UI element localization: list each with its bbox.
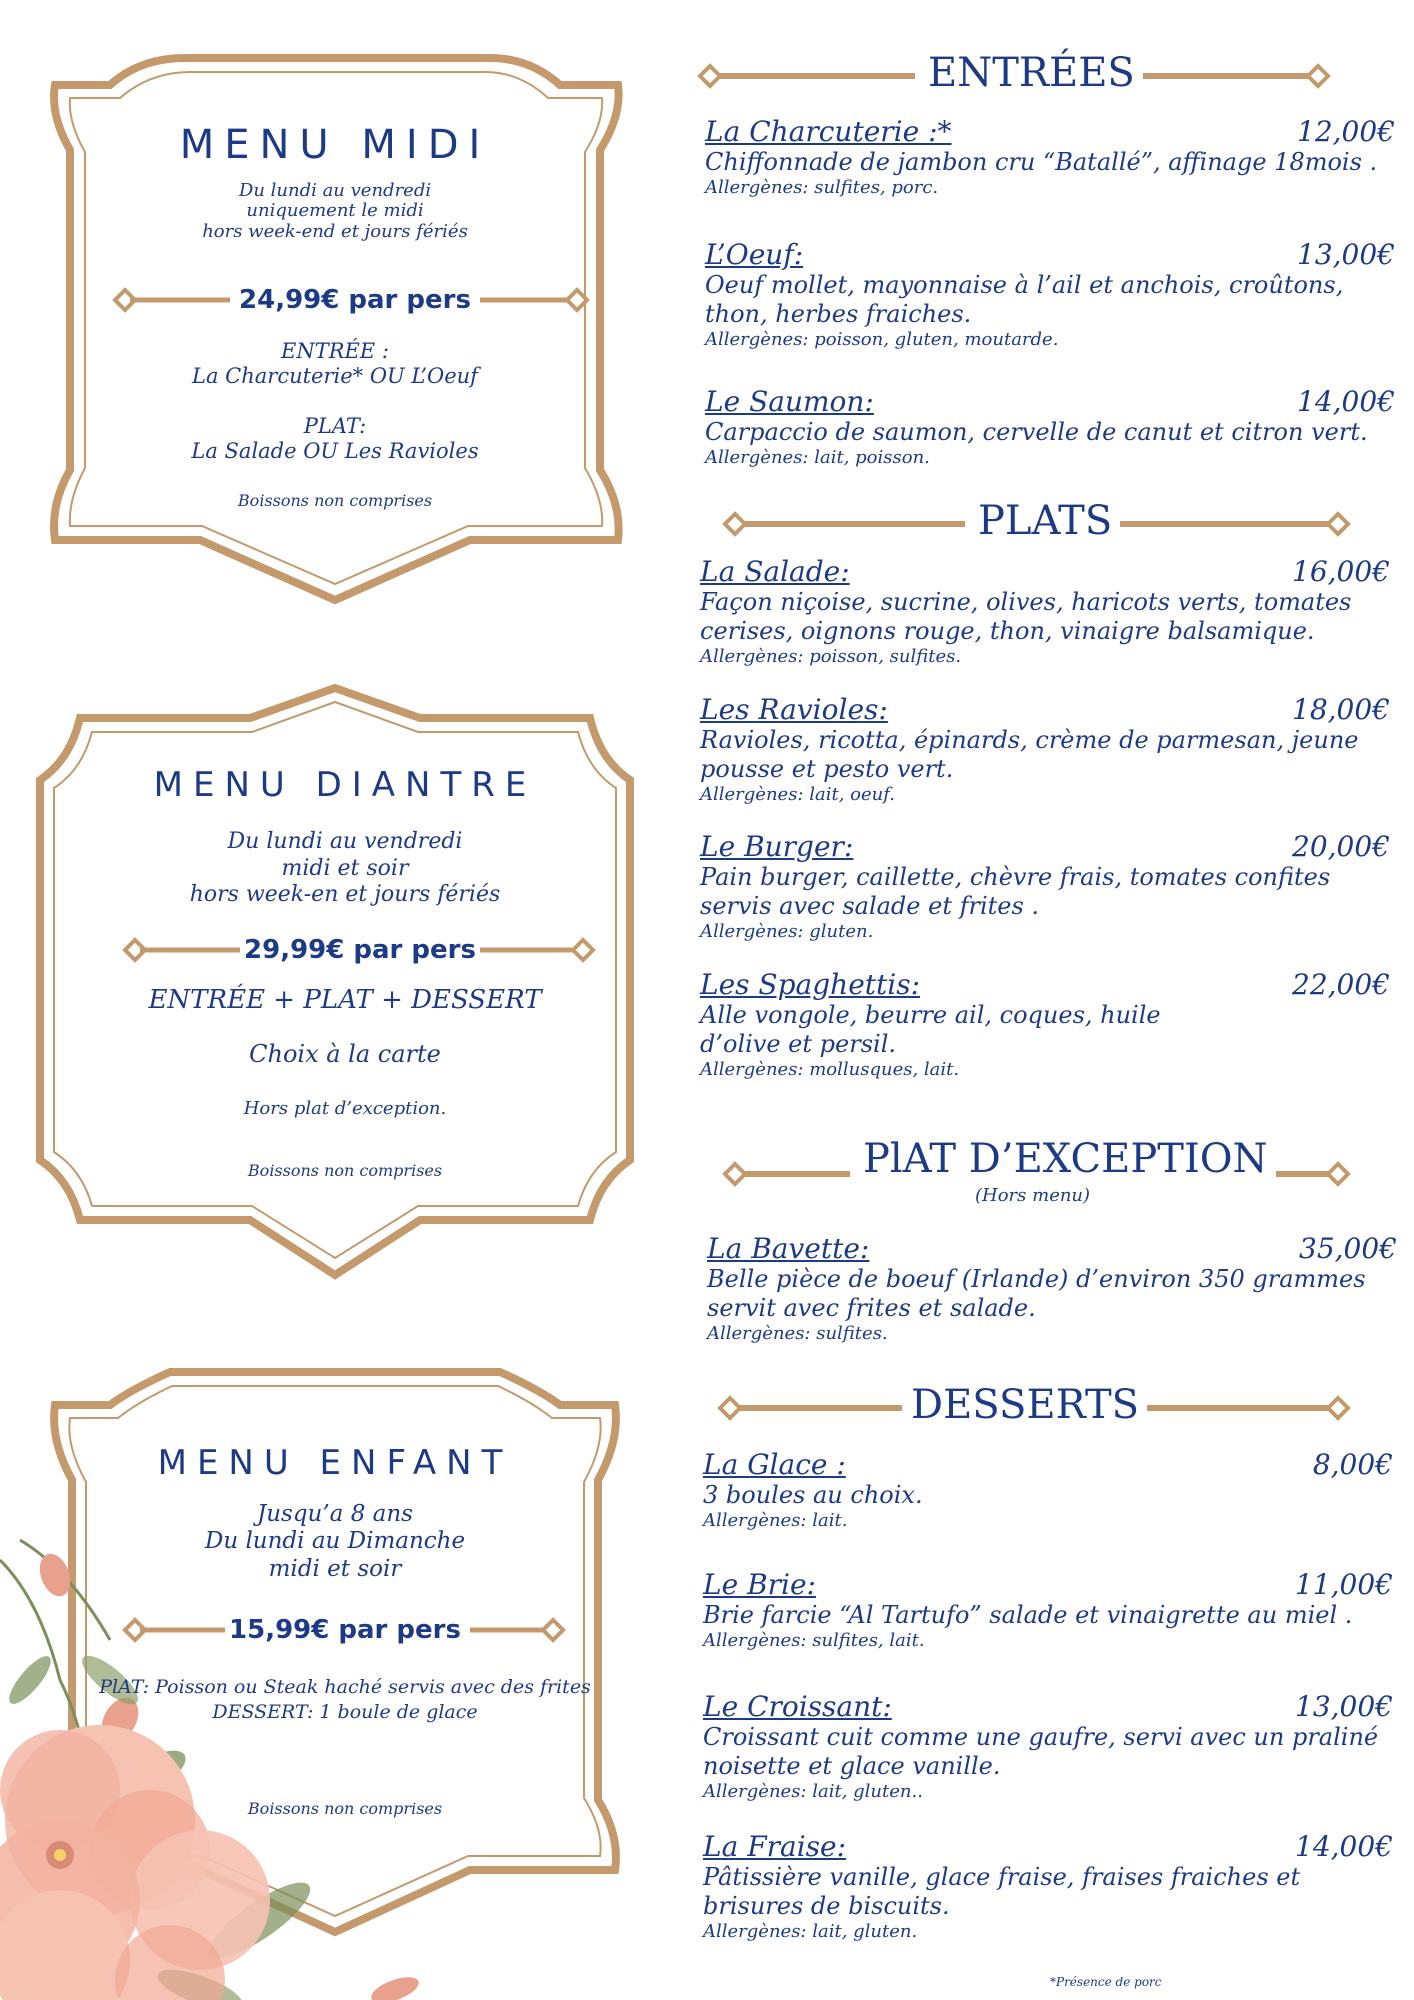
menu-enfant-line3: midi et soir [268,1556,402,1582]
menu-midi-plat-label: PLAT: [303,414,367,438]
item-name: L’Oeuf: [705,238,804,271]
menu-midi-drinks: Boissons non comprises [237,491,433,510]
item-price: 22,00€ [1292,968,1390,1001]
item-allergens: Allergènes: sulfites. [707,1323,888,1344]
menu-item-ravioles [700,693,1390,806]
item-allergens: Allergènes: gluten. [700,921,874,942]
menu-enfant-line2: Du lundi au Dimanche [204,1528,466,1554]
item-allergens: Allergènes: poisson, sulfites. [700,646,962,667]
item-price: 14,00€ [1295,1830,1393,1863]
item-name: La Glace : [703,1448,846,1481]
item-description: 3 boules au choix. [703,1481,923,1509]
menu-item-charcuterie [705,115,1395,199]
menu-enfant-plat: PlAT: Poisson ou Steak haché servis avec des frites [99,1676,591,1698]
plats-title: PLATS [970,498,1120,544]
menu-item-saumon [705,385,1395,469]
item-price: 8,00€ [1312,1448,1393,1481]
desserts-title: DESSERTS [903,1382,1147,1428]
item-description: Croissant cuit comme une gaufre, servi avec un praliné noisette et glace vanille. [703,1723,1379,1780]
item-allergens: Allergènes: lait, oeuf. [700,784,895,805]
item-allergens: Allergènes: mollusques, lait. [700,1059,960,1080]
item-description: Brie farcie “Al Tartufo” salade et vinaigrette au miel . [703,1601,1353,1629]
menu-diantre-title: MENU DIANTRE [153,765,537,805]
flower-decoration [0,1540,422,2000]
item-name: La Bavette: [707,1232,870,1265]
item-price: 12,00€ [1297,115,1395,148]
item-allergens: Allergènes: lait. [703,1510,848,1531]
entrees-title: ENTRÉES [920,50,1143,96]
item-price: 18,00€ [1292,693,1390,726]
menu-item-glace [703,1448,1393,1532]
item-name: Le Brie: [703,1568,816,1601]
menu-midi-entree-label: ENTRÉE : [281,339,389,363]
item-name: Le Burger: [700,830,854,863]
menu-item-croissant [703,1690,1393,1803]
item-price: 14,00€ [1297,385,1395,418]
menu-item-oeuf [705,238,1395,351]
menu-item-bavette [707,1232,1397,1345]
menu-enfant-price: 15,99€ par pers [229,1615,461,1645]
menu-item-brie [703,1568,1393,1652]
menu-diantre-line1: Du lundi au vendredi [227,829,463,854]
item-name: Les Ravioles: [700,693,888,726]
menu-midi-title: MENU MIDI [179,122,491,168]
menu-item-spaghettis [700,968,1390,1081]
exception-subtitle: (Hors menu) [975,1185,1091,1206]
item-description: Ravioles, ricotta, épinards, crème de parmesan, jeune pousse et pesto vert. [700,726,1359,783]
menu-midi-line2: uniquement le midi [246,200,424,221]
item-allergens: Allergènes: sulfites, porc. [705,177,939,198]
menu-diantre-exception: Hors plat d’exception. [243,1098,447,1119]
item-name: Le Croissant: [703,1690,892,1723]
menu-midi-plat-choice: La Salade OU Les Ravioles [191,439,479,463]
menu-enfant-dessert: DESSERT: 1 boule de glace [212,1701,478,1723]
item-description: Belle pièce de boeuf (Irlande) d’environ 350 grammes servit avec frites et salade. [707,1265,1366,1322]
menu-diantre-line3: hors week-en et jours fériés [189,882,501,907]
item-name: La Charcuterie :* [705,115,952,148]
item-description: Pâtissière vanille, glace fraise, fraises fraiches et brisures de biscuits. [703,1863,1301,1920]
menu-enfant-line1: Jusqu’a 8 ans [257,1501,413,1527]
menu-midi-price: 24,99€ par pers [239,285,471,315]
item-name: La Salade: [700,555,850,588]
item-allergens: Allergènes: poisson, gluten, moutarde. [705,329,1059,350]
item-allergens: Allergènes: lait, poisson. [705,447,930,468]
item-description: Façon niçoise, sucrine, olives, haricots verts, tomates cerises, oignons rouge, thon, vinaigre balsamique. [700,588,1352,645]
item-price: 11,00€ [1295,1568,1393,1601]
item-description: Alle vongole, beurre ail, coques, huile d’olive et persil. [700,1001,1161,1058]
item-name: Les Spaghettis: [700,968,921,1001]
item-price: 13,00€ [1295,1690,1393,1723]
menu-diantre-price: 29,99€ par pers [244,935,476,965]
item-price: 16,00€ [1292,555,1390,588]
exception-title: PlAT D’EXCEPTION [855,1136,1276,1182]
item-name: La Fraise: [703,1830,847,1863]
menu-item-salade [700,555,1390,668]
item-allergens: Allergènes: sulfites, lait. [703,1630,925,1651]
item-price: 20,00€ [1292,830,1390,863]
item-description: Pain burger, caillette, chèvre frais, tomates confites servis avec salade et frites . [700,863,1331,920]
item-description: Oeuf mollet, mayonnaise à l’ail et anchois, croûtons, thon, herbes fraiches. [705,271,1344,328]
menu-midi-line1: Du lundi au vendredi [238,180,432,201]
menu-enfant-title: MENU ENFANT [157,1443,513,1483]
item-name: Le Saumon: [705,385,874,418]
item-description: Chiffonnade de jambon cru “Batallé”, affinage 18mois . [705,148,1378,176]
menu-diantre-choice: Choix à la carte [249,1040,441,1068]
item-price: 13,00€ [1297,238,1395,271]
menu-diantre-formula: ENTRÉE + PLAT + DESSERT [148,985,542,1015]
footnote: *Présence de porc [1050,1975,1162,1989]
item-allergens: Allergènes: lait, gluten. [703,1921,918,1942]
menu-enfant-drinks: Boissons non comprises [247,1799,443,1818]
menu-item-fraise [703,1830,1393,1943]
menu-midi-line3: hors week-end et jours fériés [202,221,468,242]
menu-diantre-line2: midi et soir [281,856,409,881]
menu-diantre-drinks: Boissons non comprises [247,1161,443,1180]
menu-midi-entree-choice: La Charcuterie* OU L’Oeuf [192,364,478,388]
item-price: 35,00€ [1299,1232,1397,1265]
menu-item-burger [700,830,1390,943]
item-description: Carpaccio de saumon, cervelle de canut et citron vert. [705,418,1368,446]
item-allergens: Allergènes: lait, gluten.. [703,1781,923,1802]
